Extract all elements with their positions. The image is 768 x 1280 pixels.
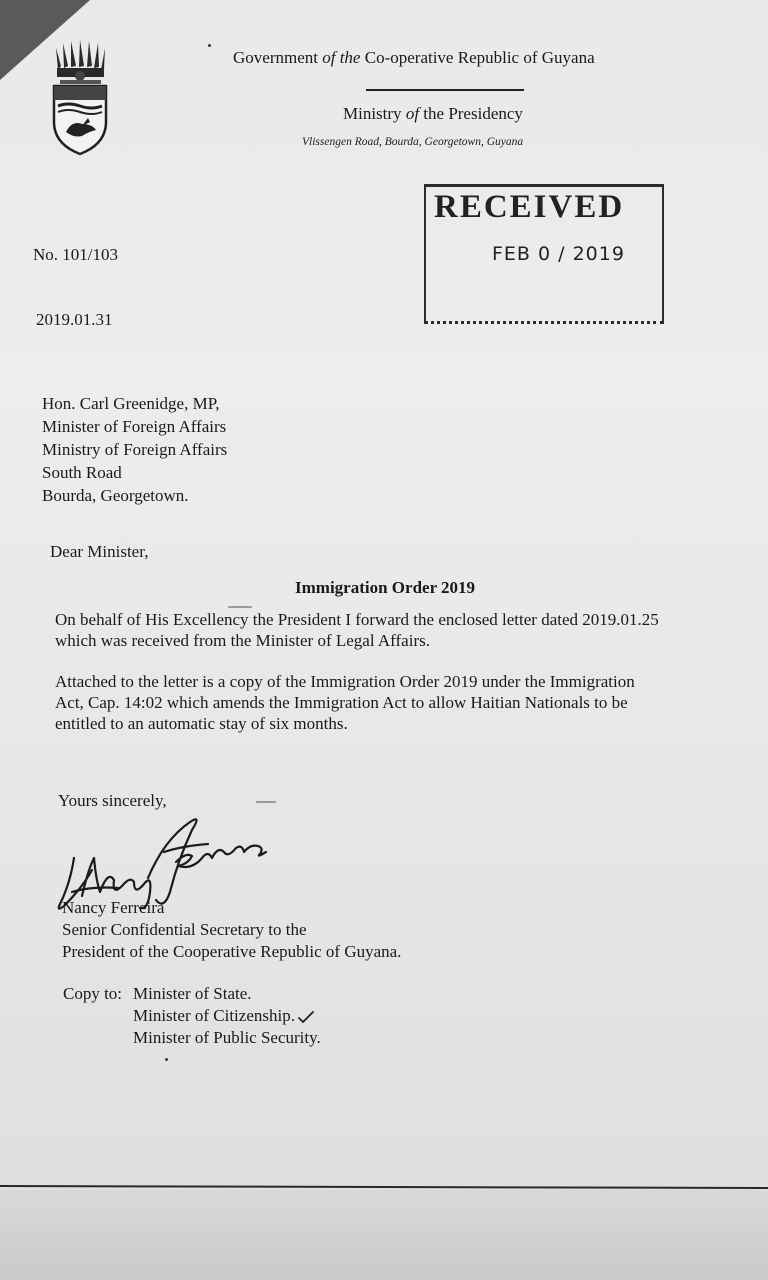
recipient-line: Hon. Carl Greenidge, MP, <box>42 394 220 413</box>
salutation: Dear Minister, <box>50 542 149 561</box>
signatory-name: Nancy Ferreira <box>62 898 165 917</box>
copy-recipient: Minister of State. <box>133 984 252 1003</box>
recipient-address <box>42 392 227 507</box>
recipient-line: South Road <box>42 463 122 482</box>
paper-mark <box>228 606 252 608</box>
government-heading: Government of the Co-operative Republic of Guyana <box>233 48 595 67</box>
checkmark-icon <box>297 1010 315 1024</box>
page-bottom-area <box>0 1190 768 1280</box>
ministry-address: Vlissengen Road, Bourda, Georgetown, Guyana <box>302 136 524 148</box>
signatory-title: President of the Cooperative Republic of Guyana. <box>62 942 402 961</box>
signatory-block <box>62 897 401 963</box>
copy-recipient: Minister of Public Security. <box>133 1028 321 1047</box>
subject-heading: Immigration Order 2019 <box>295 578 476 597</box>
copy-to-label: Copy to: <box>63 984 123 1003</box>
recipient-line: Ministry of Foreign Affairs <box>42 440 228 459</box>
paper-speck <box>165 1058 168 1061</box>
stamp-title: RECEIVED <box>434 189 625 225</box>
recipient-line: Minister of Foreign Affairs <box>42 417 227 436</box>
copy-to-list <box>63 983 321 1049</box>
closing: Yours sincerely, <box>58 791 167 810</box>
paragraph-line: Act, Cap. 14:02 which amends the Immigration Act to allow Haitian Nationals to be <box>55 693 628 712</box>
heading-rule <box>366 89 524 91</box>
coat-of-arms-icon <box>48 40 112 156</box>
body-paragraph-2 <box>55 671 768 734</box>
reference-number: No. 101/103 <box>33 245 118 264</box>
paper-mark <box>256 801 276 803</box>
received-stamp <box>424 184 664 324</box>
page-bottom-edge <box>0 1185 768 1189</box>
paragraph-line: entitled to an automatic stay of six months. <box>55 714 348 733</box>
paragraph-line: Attached to the letter is a copy of the Immigration Order 2019 under the Immigration <box>55 672 635 691</box>
letter-date: 2019.01.31 <box>36 310 113 329</box>
ministry-heading: Ministry of the Presidency <box>343 104 523 123</box>
paragraph-line: which was received from the Minister of Legal Affairs. <box>55 631 430 650</box>
copy-recipient: Minister of Citizenship. <box>133 1006 295 1025</box>
stamp-date: FEB 0 / 2019 <box>492 243 625 265</box>
recipient-line: Bourda, Georgetown. <box>42 486 189 505</box>
paragraph-line: On behalf of His Excellency the President I forward the enclosed letter dated 2019.01.25 <box>55 610 659 629</box>
body-paragraph-1 <box>55 609 768 651</box>
paper-speck <box>208 44 211 47</box>
signatory-title: Senior Confidential Secretary to the <box>62 920 307 939</box>
